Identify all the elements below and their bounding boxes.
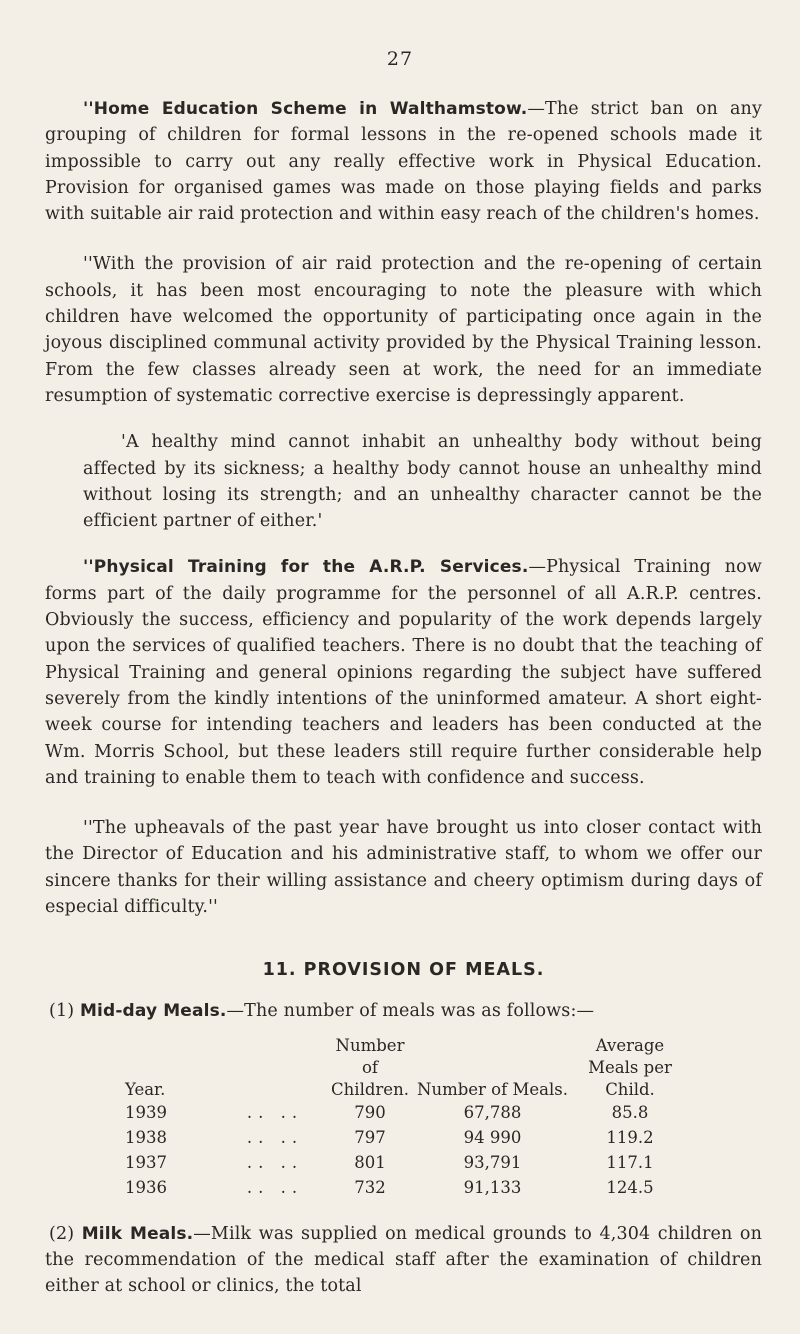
- paragraph-arp-services: [45, 554, 762, 791]
- text-column: [45, 96, 762, 1300]
- table-row: [125, 1151, 685, 1176]
- cell-year: 1939: [125, 1103, 167, 1123]
- midday-meals-label: (1): [49, 1001, 80, 1022]
- table-row: [125, 1176, 685, 1201]
- heading-milk-meals: Milk Meals.: [81, 1223, 194, 1244]
- cell-children: 732: [354, 1178, 386, 1198]
- milk-meals-text: —Milk was supplied on medical grounds to 4,304 children on the recommendation of the medical staff after the examination of children either at school or clinics, the total: [45, 1223, 762, 1297]
- cell-children: 797: [354, 1128, 386, 1148]
- cell-children: 801: [354, 1153, 386, 1173]
- midday-meals-text: —The number of meals was as follows:—: [226, 1001, 595, 1022]
- header-meals: Number of Meals.: [417, 1079, 568, 1099]
- cell-children: 790: [354, 1103, 386, 1123]
- cell-average: 85.8: [611, 1103, 649, 1123]
- table-row: [125, 1101, 685, 1126]
- section-heading-provision-of-meals: 11. PROVISION OF MEALS.: [262, 960, 545, 981]
- heading-home-education: ''Home Education Scheme in Walthamstow.: [83, 99, 528, 119]
- header-year: Year.: [125, 1079, 166, 1099]
- header-spacer: [220, 1035, 330, 1101]
- page-number: 27: [386, 48, 414, 70]
- paragraph-home-education-text: —The strict ban on any grouping of children for formal lessons in the re-opened schools made it impossible to carry out any really effective work in Physical Education. Provision for organised games was made on those playing fields and parks with suitable air raid protection and within easy reach of the children's homes.: [45, 99, 762, 225]
- cell-average: 117.1: [606, 1153, 654, 1173]
- header-average: Average Meals per Child.: [588, 1035, 672, 1099]
- meals-table-header-row: [125, 1035, 685, 1101]
- cell-meals: 67,788: [463, 1103, 522, 1123]
- cell-meals: 93,791: [463, 1153, 522, 1173]
- cell-year: 1938: [125, 1128, 167, 1148]
- cell-average: 124.5: [606, 1178, 654, 1198]
- meals-table: [125, 1035, 685, 1201]
- table-row: [125, 1126, 685, 1151]
- paragraph-arp-services-text: —Physical Training now forms part of the daily programme for the personnel of all A.R.P. centres. Obviously the success, efficiency and popularity of the work depends largely upon the services of qualified teachers. There is no doubt that the teaching of Physical Training and general opinions regarding the subject have suffered severely from the kindly intentions of the uninformed amateur. A short eight-week course for intending teachers and leaders has been conducted at the Wm. Morris School, but these leaders still require further considerable help and training to enable them to teach with confidence and success.: [45, 557, 762, 788]
- header-children: Number of Children.: [331, 1035, 409, 1099]
- paragraph-upheavals: ''The upheavals of the past year have brought us into closer contact with the Director of Education and his administrative staff, to whom we offer our sincere thanks for their willing assistance and cheery optimism during days of especial difficulty.'': [45, 818, 762, 918]
- paragraph-milk-meals: [45, 1221, 762, 1300]
- cell-average: 119.2: [606, 1128, 654, 1148]
- cell-meals: 94 990: [463, 1128, 522, 1148]
- milk-meals-label: (2): [49, 1223, 82, 1244]
- paragraph-home-education: [45, 96, 762, 227]
- cell-leader: .. ..: [246, 1153, 304, 1173]
- cell-leader: .. ..: [246, 1128, 304, 1148]
- paragraph-midday-meals: [45, 998, 762, 1024]
- heading-midday-meals: Mid-day Meals.: [79, 1001, 227, 1022]
- cell-year: 1936: [125, 1178, 167, 1198]
- cell-leader: .. ..: [246, 1103, 304, 1123]
- paragraph-air-raid-protection: ''With the provision of air raid protection and the re-opening of certain schools, it has been most encouraging to note the pleasure with which children have welcomed the opportunity of participating once again in the joyous disciplined communal activity provided by the Physical Training lesson. From the few classes already seen at work, the need for an immediate resumption of systematic corrective exercise is depressingly apparent.: [45, 254, 762, 406]
- quote-healthy-mind: 'A healthy mind cannot inhabit an unhealthy body without being affected by its sickness; a healthy body cannot house an unhealthy mind without losing its strength; and an unhealthy character cannot be the efficient partner of either.': [83, 432, 762, 532]
- heading-arp-services: ''Physical Training for the A.R.P. Services.: [83, 557, 529, 578]
- cell-year: 1937: [125, 1153, 167, 1173]
- cell-leader: .. ..: [246, 1178, 304, 1198]
- cell-meals: 91,133: [463, 1178, 522, 1198]
